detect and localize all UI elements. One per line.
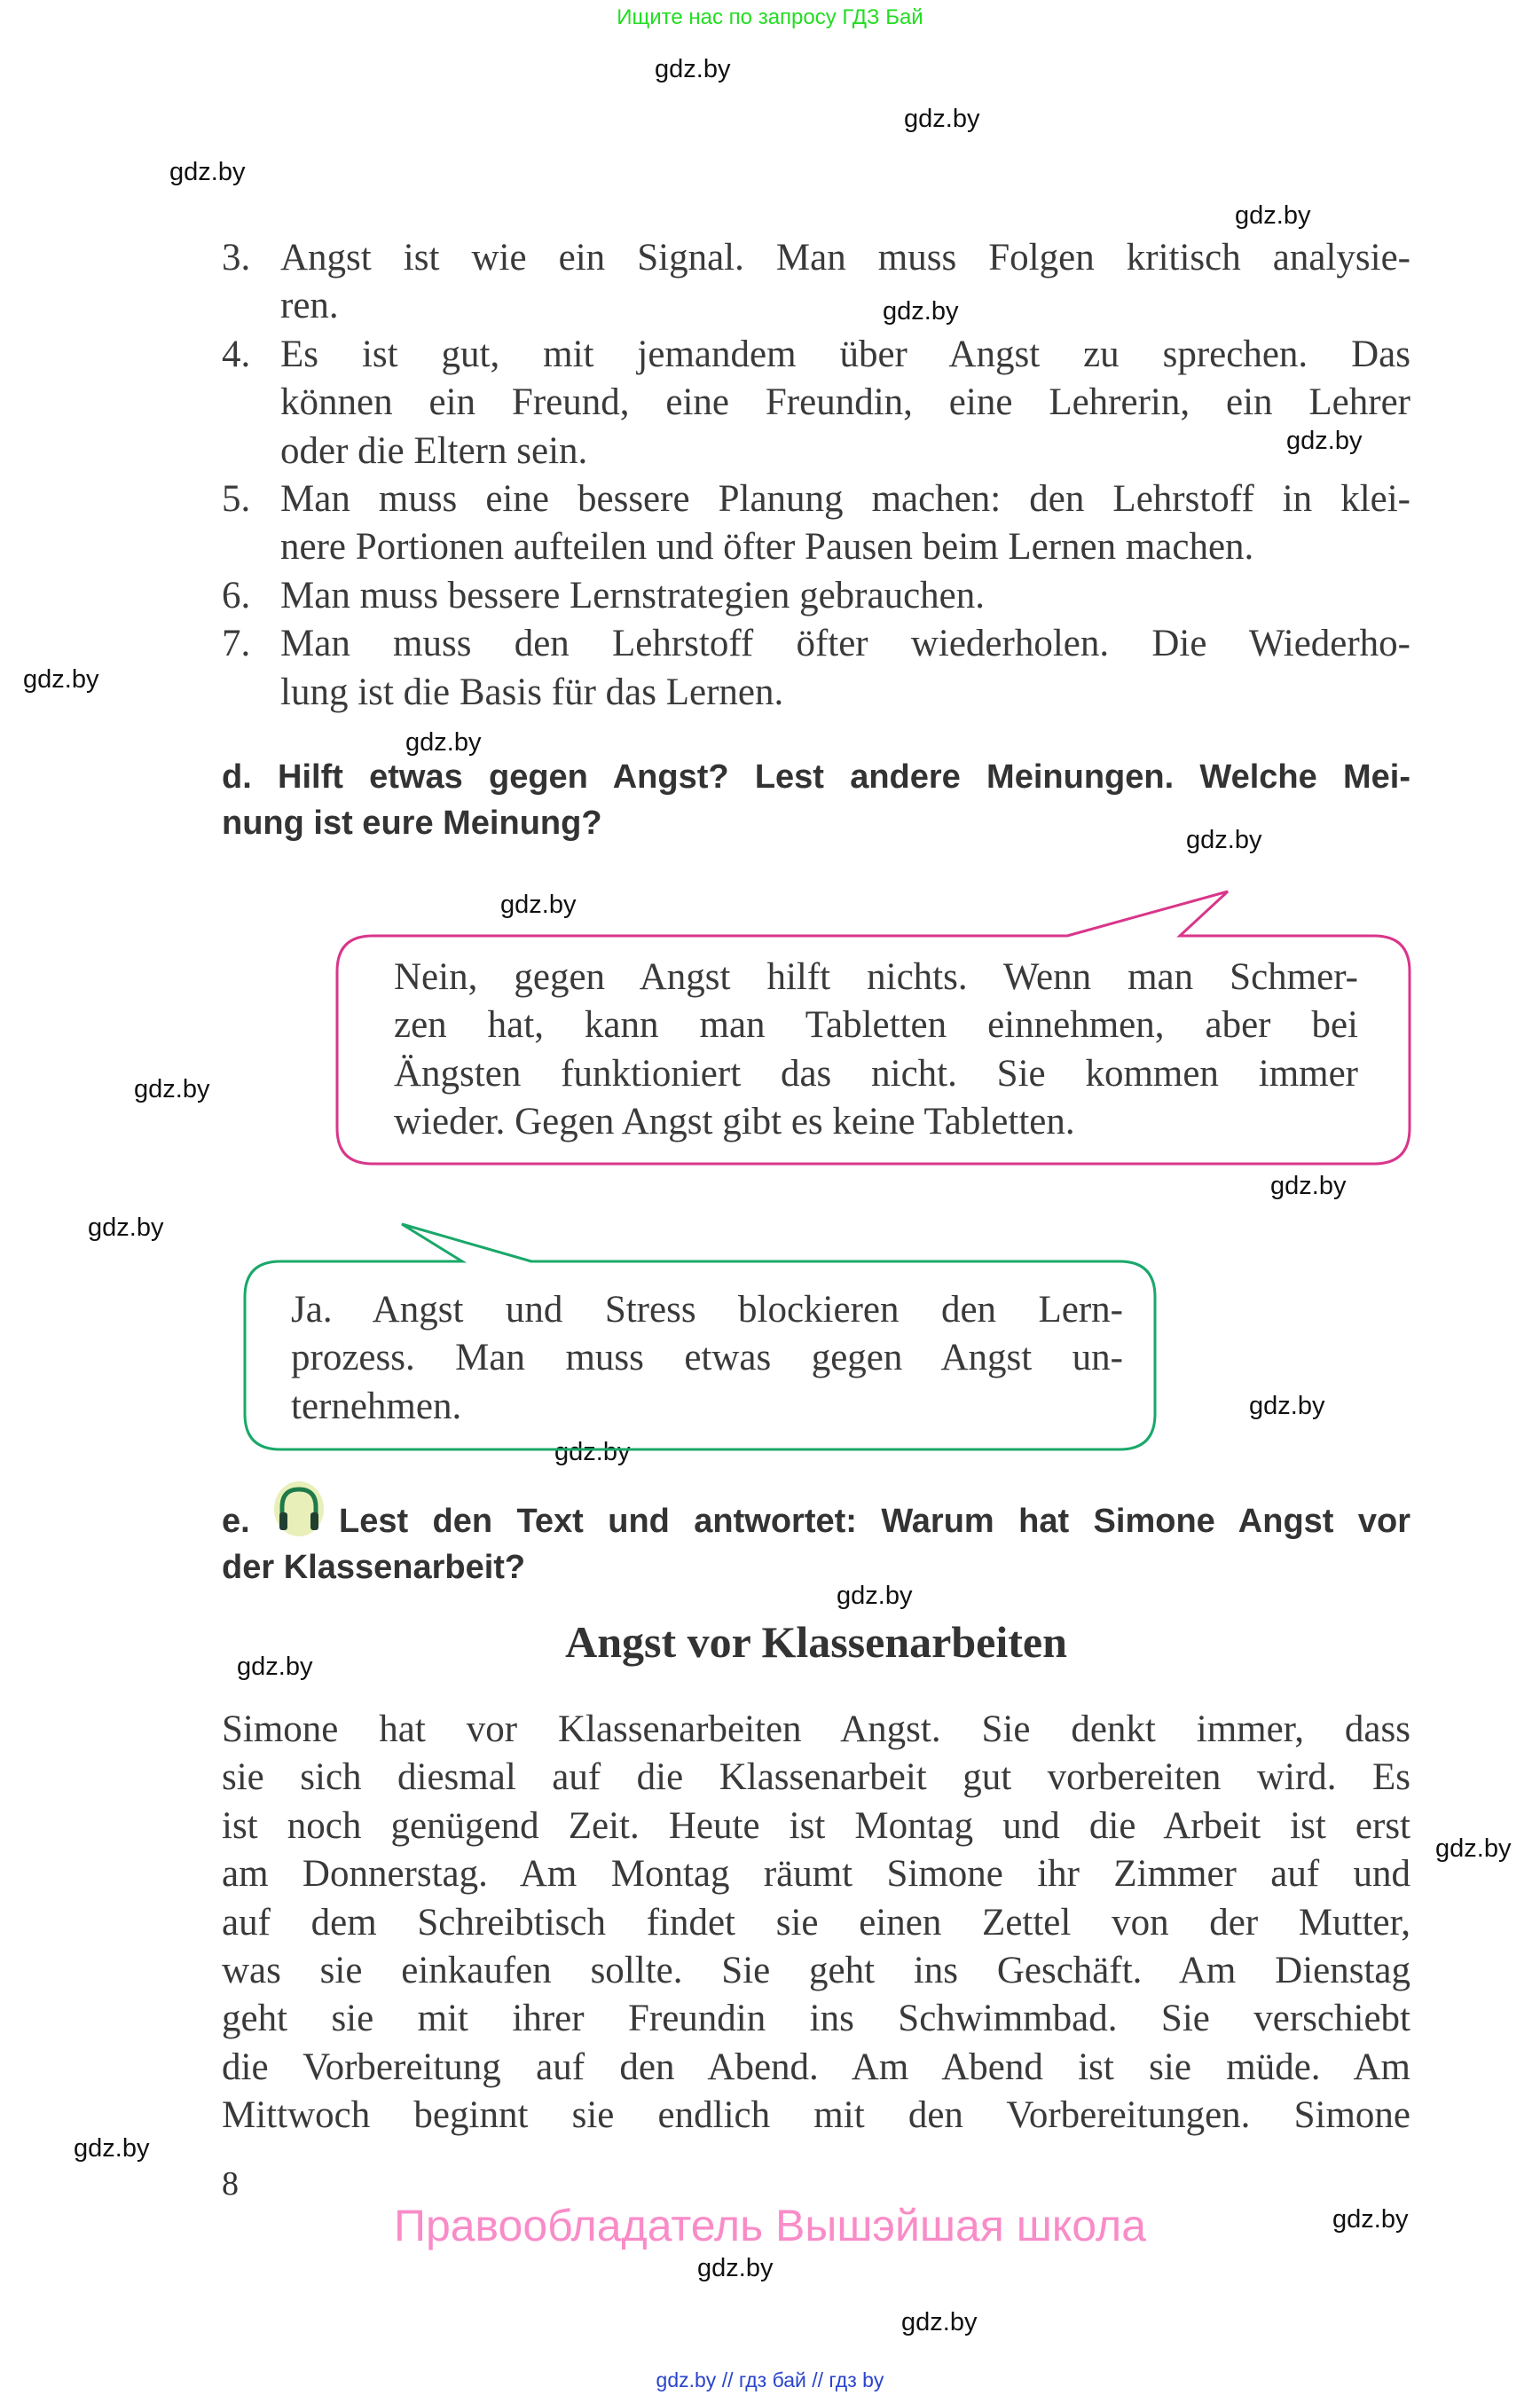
text-line: was sie einkaufen sollte. Sie geht ins Geschäft. Am Dienstag [222, 1949, 1410, 1991]
text-line: ist noch genügend Zeit. Heute ist Montag und die Arbeit ist erst [222, 1804, 1410, 1847]
watermark: gdz.by [1186, 826, 1262, 854]
text-line: auf dem Schreibtisch findet sie einen Zettel von der Mutter, [222, 1901, 1410, 1944]
bubble-line: Ängsten funktioniert das nicht. Sie kommen immer [394, 1052, 1358, 1095]
watermark: gdz.by [837, 1582, 913, 1610]
task-e-heading [222, 1498, 1410, 1590]
task-e-line: Lest den Text und antwortet: Warum hat Simone Angst vor [339, 1503, 1410, 1540]
task-e-label: e. [222, 1503, 250, 1540]
watermark: gdz.by [405, 728, 482, 757]
bubble-line: prozess. Man muss etwas gegen Angst un- [291, 1337, 1123, 1379]
watermark: gdz.by [1249, 1392, 1325, 1420]
watermark: gdz.by [74, 2134, 150, 2163]
list-item-line: lung ist die Basis für das Lernen. [280, 671, 784, 713]
list-item-number: 6. [222, 574, 251, 616]
list-item-number: 5. [222, 477, 251, 520]
page-number: 8 [222, 2165, 239, 2203]
watermark: gdz.by [169, 158, 246, 186]
footer-links[interactable]: gdz.by // гдз бай // гдз by [656, 2368, 884, 2391]
top-search-note: Ищите нас по запросу ГДЗ Бай [617, 5, 923, 29]
bubble-line: ternehmen. [291, 1385, 462, 1427]
watermark: gdz.by [1286, 427, 1363, 455]
watermark: gdz.by [134, 1075, 210, 1103]
bubble-line: Nein, gegen Angst hilft nichts. Wenn man Schmer- [394, 956, 1358, 998]
watermark: gdz.by [883, 297, 959, 326]
watermark: gdz.by [655, 55, 731, 83]
watermark: gdz.by [554, 1438, 631, 1466]
list-item-line: Man muss eine bessere Planung machen: den Lehrstoff in klei- [280, 477, 1410, 520]
list-item-line: oder die Eltern sein. [280, 429, 588, 472]
watermark: gdz.by [1332, 2205, 1409, 2234]
watermark: gdz.by [500, 891, 577, 919]
watermark: gdz.by [1435, 1834, 1512, 1863]
list-item-line: Es ist gut, mit jemandem über Angst zu sprechen. Das [280, 333, 1410, 375]
watermark: gdz.by [237, 1653, 313, 1681]
headphones-icon[interactable] [271, 1498, 339, 1544]
list-item-line: nere Portionen aufteilen und öfter Pausen beim Lernen machen. [280, 526, 1254, 569]
watermark: gdz.by [23, 665, 99, 694]
list-item-number: 4. [222, 333, 251, 375]
list-item-line: Man muss bessere Lernstrategien gebrauchen. [280, 574, 986, 616]
watermark: gdz.by [901, 2308, 978, 2336]
text-title: Angst vor Klassenarbeiten [565, 1617, 1067, 1667]
watermark: gdz.by [1235, 201, 1311, 230]
pink-bubble-text [394, 954, 1358, 1147]
list-item-line: Man muss den Lehrstoff öfter wiederholen. Die Wiederho- [280, 623, 1410, 665]
text-line: die Vorbereitung auf den Abend. Am Abend ist sie müde. Am [222, 2046, 1410, 2088]
task-d-line: d. Hilft etwas gegen Angst? Lest andere Meinungen. Welche Mei- [222, 758, 1410, 796]
bubble-line: zen hat, kann man Tabletten einnehmen, aber bei [394, 1004, 1358, 1047]
text-line: Mittwoch beginnt sie endlich mit den Vorbereitungen. Simone [222, 2094, 1410, 2137]
list-item-number: 3. [222, 237, 251, 279]
watermark: gdz.by [1270, 1172, 1347, 1200]
bubble-line: Ja. Angst und Stress blockieren den Lern- [291, 1289, 1123, 1331]
list-item-line: Angst ist wie ein Signal. Man muss Folgen kritisch analysie- [280, 237, 1410, 279]
watermark: gdz.by [904, 105, 980, 133]
list-item-number: 7. [222, 623, 251, 665]
task-e-line: der Klassenarbeit? [222, 1549, 526, 1586]
watermark: gdz.by [88, 1213, 164, 1242]
reading-text [222, 1706, 1410, 2140]
list-item-line: ren. [280, 285, 339, 327]
list-item-line: können ein Freund, eine Freundin, eine Lehrerin, ein Lehrer [280, 381, 1410, 424]
bubble-line: wieder. Gegen Angst gibt es keine Tabletten. [394, 1101, 1075, 1143]
watermark: gdz.by [697, 2254, 774, 2282]
green-bubble-text [291, 1286, 1123, 1431]
text-line: sie sich diesmal auf die Klassenarbeit gut vorbereiten wird. Es [222, 1756, 1410, 1799]
text-line: geht sie mit ihrer Freundin ins Schwimmbad. Sie verschiebt [222, 1998, 1410, 2040]
text-line: Simone hat vor Klassenarbeiten Angst. Sie denkt immer, dass [222, 1708, 1410, 1750]
task-d-line: nung ist eure Meinung? [222, 805, 602, 842]
text-line: am Donnerstag. Am Montag räumt Simone ihr Zimmer auf und [222, 1853, 1410, 1896]
copyright-owner: Правообладатель Вышэйшая школа [394, 2201, 1146, 2250]
